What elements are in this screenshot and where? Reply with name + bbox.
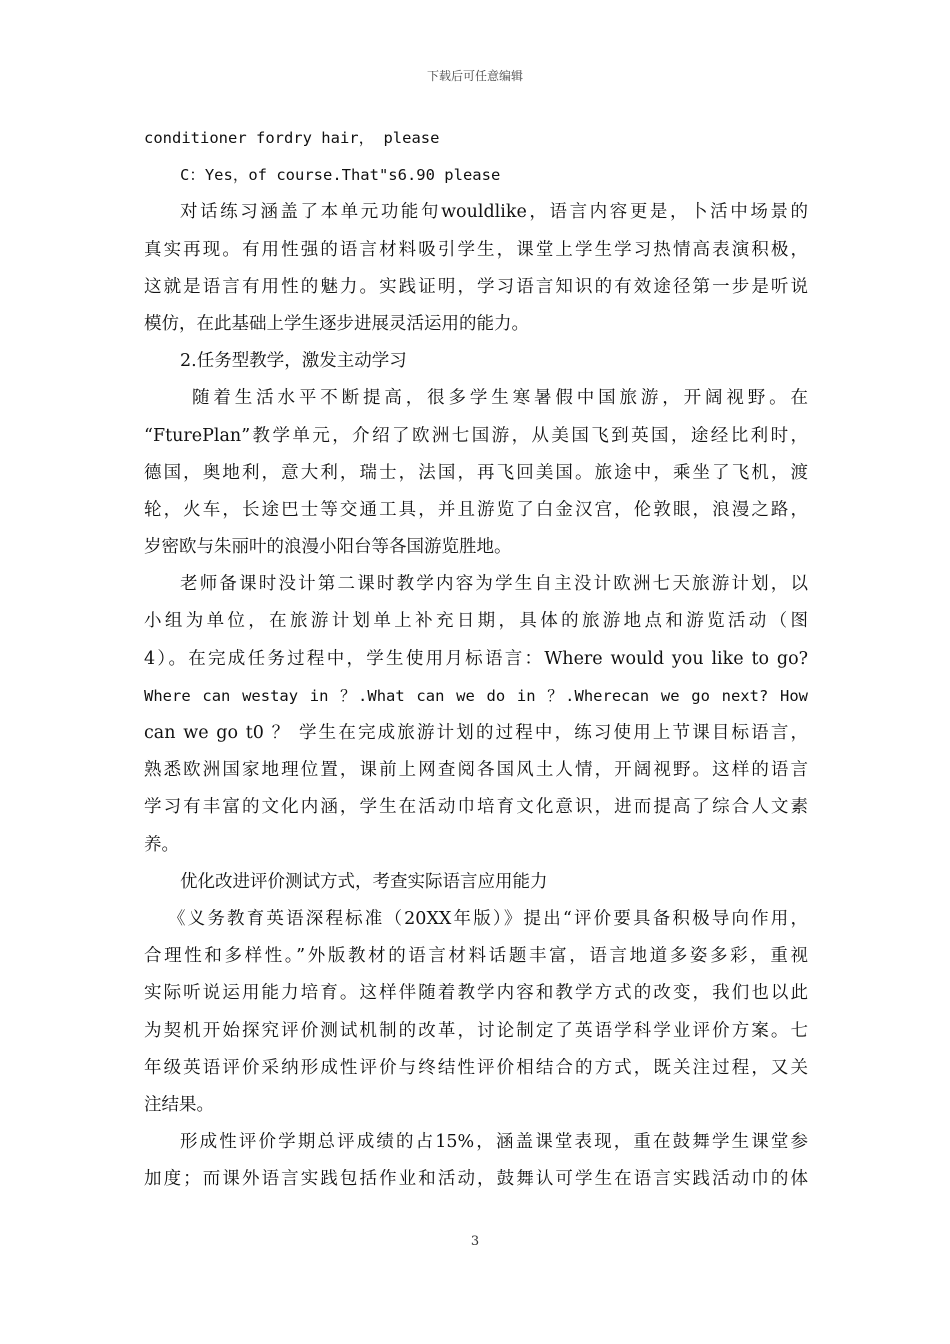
text-line: 轮，火车，长途巴士等交通工具，并且游览了白金汉宫，伦敦眼，浪漫之路， (144, 499, 808, 520)
text-line: 熟悉欧洲国家地理位置，课前上网查阅各国风土人情，开阔视野。这样的语言 (144, 760, 808, 781)
text-line: 岁密欧与朱丽叶的浪漫小阳台等各国游览胜地。 (144, 537, 512, 558)
text-line: 为契机开始探究评价测试机制的改革，讨论制定了英语学科学业评价方案。七 (144, 1020, 808, 1041)
page-header: 下载后可任意编辑 (426, 69, 523, 83)
text-line: 小组为单位，在旅游计划单上补充日期，具体的旅游地点和游览活动（图 (144, 611, 808, 632)
text-line: 形成性评价学期总评成绩的占15%，涵盖课堂表现，重在鼓舞学生课堂参 (180, 1132, 808, 1153)
text-line: 2.任务型教学，激发主动学习 (180, 351, 407, 372)
text-line: 注结果。 (144, 1094, 214, 1115)
text-line: 合理性和多样性。”外版教材的语言材料话题丰富，语言地道多姿多彩，重视 (144, 946, 808, 967)
text-line: 老师备课时没计第二课时教学内容为学生自主没计欧洲七天旅游计划，以 (180, 574, 808, 595)
text-line: 4）。在完成任务过程中，学生使用月标语言：Where would you like to go? (144, 648, 808, 669)
text-line: 这就是语言有用性的魅力。实践证明，学习语言知识的有效途径第一步是听说 (144, 276, 808, 297)
text-line: “FturePlan”教学单元，介绍了欧洲七国游，从美国飞到英国，途经比利时， (144, 425, 808, 446)
text-line: can we go t0 ？ 学生在完成旅游计划的过程中，练习使用上节课目标语言， (144, 723, 808, 743)
text-line: 随着生活水平不断提高，很多学生寒暑假中国旅游，开阔视野。在 (192, 388, 808, 409)
text-line: 优化改进评价测试方式，考查实际语言应用能力 (180, 871, 548, 892)
page-number: 3 (470, 1234, 480, 1249)
document-body (144, 120, 808, 1198)
text-line: 年级英语评价采纳形成性评价与终结性评价相结合的方式，既关注过程，又关 (144, 1057, 808, 1078)
text-line: 德国，奥地利，意大利，瑞士，法国，再飞回美国。旅途中，乘坐了飞机，渡 (144, 462, 808, 483)
text-line: 养。 (144, 834, 179, 855)
text-line: 加度；而课外语言实践包括作业和活动，鼓舞认可学生在语言实践活动巾的体 (144, 1169, 808, 1190)
text-line: 实际听说运用能力培育。这样伴随着教学内容和教学方式的改变，我们也以此 (144, 983, 808, 1004)
text-line: Where can westay in ？.What can we do in ？.Wherecan we go next? How (144, 686, 808, 705)
text-line: conditioner fordry hair， please (144, 129, 440, 147)
text-line: C：Yes，of course.That"s6.90 please (180, 166, 501, 185)
text-line: 《义务教育英语深程标准（20XX年版）》提出“评价要具备积极导向作用， (168, 908, 808, 929)
text-line: 真实再现。有用性强的语言材料吸引学生，课堂上学生学习热情高表演积极， (144, 239, 808, 260)
text-line: 学习有丰富的文化内涵，学生在活动巾培育文化意识，进而提高了综合人文素 (144, 797, 808, 818)
text-line: 模仿，在此基础上学生逐步进展灵活运用的能力。 (144, 313, 529, 334)
text-line: 对话练习涵盖了本单元功能句wouldlike，语言内容更是，卜活中场景的 (180, 202, 808, 223)
